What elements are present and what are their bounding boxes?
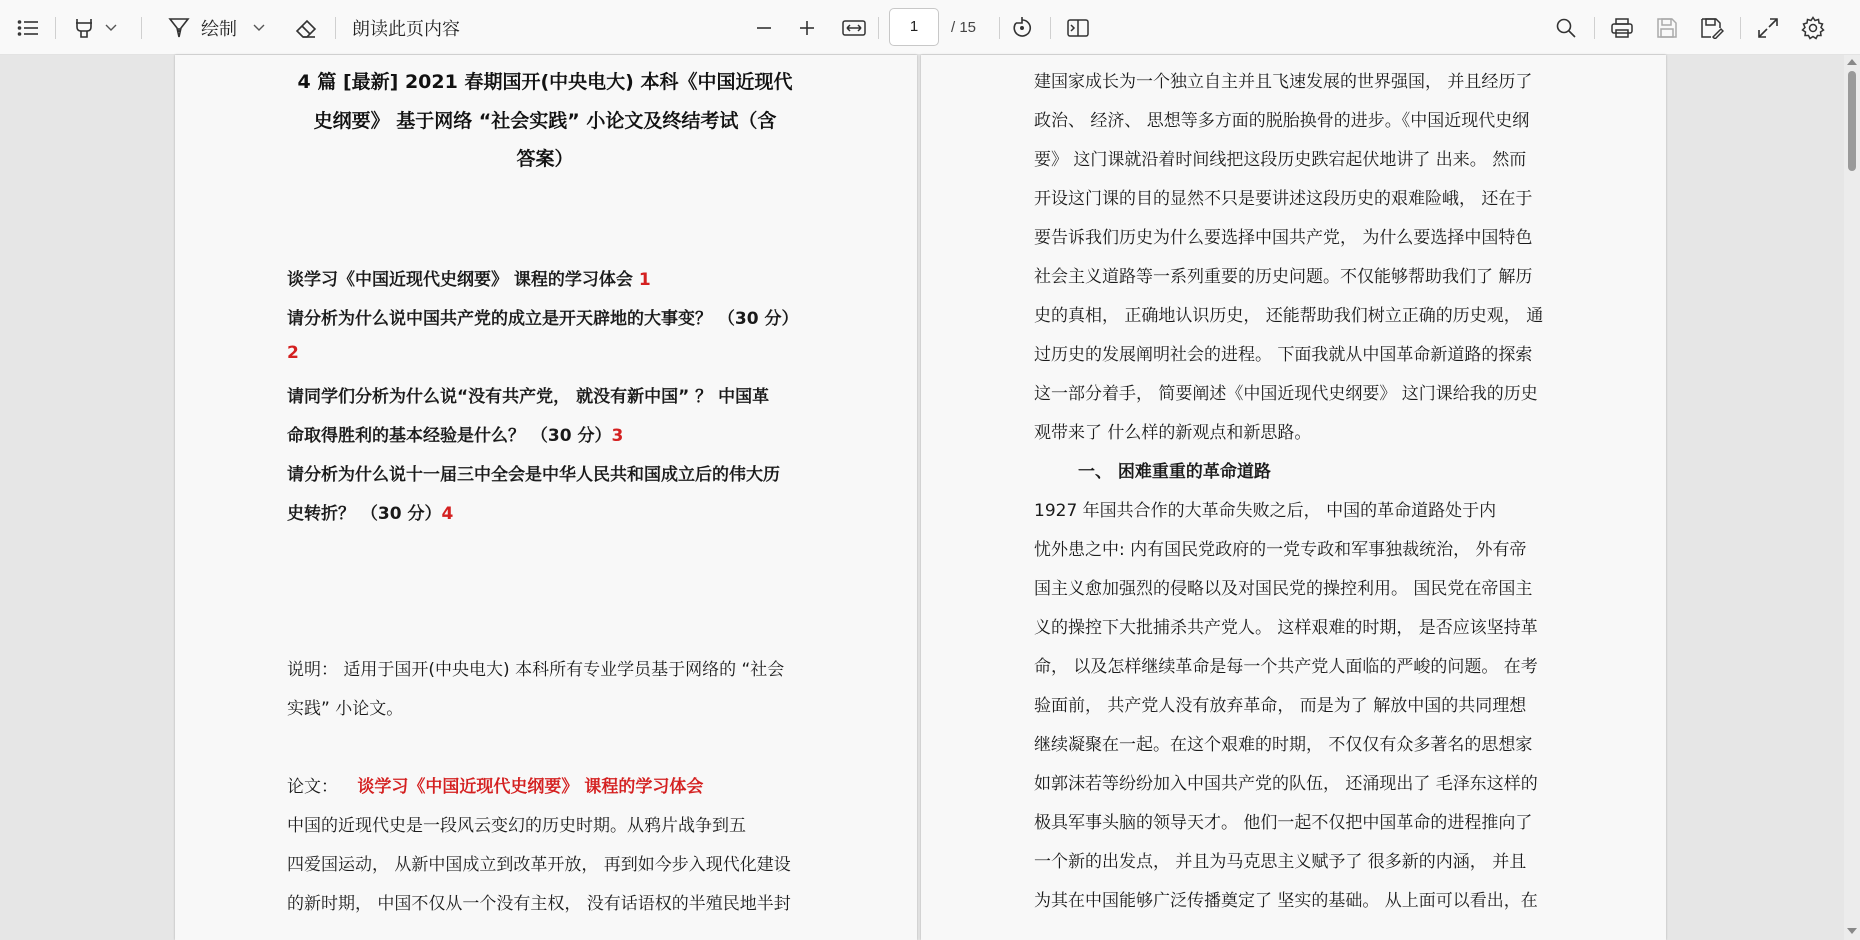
fit-width-button[interactable]: [838, 0, 870, 55]
fit-width-icon: [842, 19, 866, 37]
save-icon[interactable]: [1651, 0, 1683, 55]
body-line: 中国的近现代史是一段风云变幻的历史时期。从鸦片战争到五: [287, 816, 746, 836]
toc-entry[interactable]: [287, 499, 453, 524]
toolbar-divider: [335, 17, 336, 39]
body-line: 要》 这门课就沿着时间线把这段历史跌宕起伏地讲了 出来。 然而: [1034, 150, 1527, 170]
body-line: 的新时期， 中国不仅从一个没有主权， 没有话语权的半殖民地半封: [287, 894, 791, 914]
toolbar-divider: [141, 17, 142, 39]
toc-entry-text: 谈学习《中国近现代史纲要》 课程的学习体会: [287, 270, 639, 290]
body-line: 一个新的出发点， 并且为马克思主义赋予了 很多新的内涵， 并且: [1034, 852, 1527, 872]
pdf-page-2: [921, 55, 1666, 940]
essay-title: 谈学习《中国近现代史纲要》 课程的学习体会: [357, 777, 704, 797]
toc-page-number: 1: [638, 270, 651, 290]
toolbar-divider: [1050, 17, 1051, 39]
page-view-icon: [1066, 18, 1090, 38]
pdf-page-1: [175, 55, 917, 940]
body-line: 验面前， 共产党人没有放弃革命， 而是为了 解放中国的共同理想: [1034, 696, 1527, 716]
body-line: 命， 以及怎样继续革命是每一个共产党人面临的严峻的问题。 在考: [1034, 657, 1538, 677]
body-line: 忧外患之中: 内有国民党政府的一党专政和军事独裁统治， 外有帝: [1034, 540, 1527, 560]
body-line: 建国家成长为一个独立自主并且飞速发展的世界强国， 并且经历了: [1034, 72, 1533, 92]
highlighter-icon: [73, 17, 97, 39]
toc-entry-text: 请同学们分析为什么说“没有共产党， 就没有新中国” ？ 中国革: [287, 387, 770, 407]
eraser-icon[interactable]: [290, 0, 322, 55]
essay-label: 论文：: [287, 777, 338, 797]
vertical-scrollbar[interactable]: [1844, 55, 1860, 940]
minus-icon: [756, 20, 772, 36]
document-viewer[interactable]: [0, 55, 1860, 940]
document-title: [285, 63, 805, 179]
toolbar-divider: [878, 17, 879, 39]
toc-page-number: 2: [287, 343, 299, 363]
body-line: 政治、 经济、 思想等多方面的脱胎换骨的进步。《中国近现代史纲: [1034, 111, 1530, 131]
body-line: 国主义愈加强烈的侵略以及对国民党的操控利用。 国民党在帝国主: [1034, 579, 1533, 599]
toc-entry-text: 请分析为什么说十一届三中全会是中华人民共和国成立后的伟大历: [287, 465, 780, 485]
body-line: 如郭沫若等纷纷加入中国共产党的队伍， 还涌现出了 毛泽东这样的: [1034, 774, 1538, 794]
body-line: 1927 年国共合作的大革命失败之后， 中国的革命道路处于内: [1034, 501, 1497, 521]
zoom-in-button[interactable]: [791, 0, 823, 55]
toc-entry-text: 命取得胜利的基本经验是什么？ （30 分）: [287, 426, 612, 446]
toolbar-divider: [1740, 17, 1741, 39]
toc-entry[interactable]: [287, 382, 769, 407]
scroll-up-arrow-icon[interactable]: [1847, 59, 1857, 65]
section-heading: 一、 困难重重的革命道路: [1078, 462, 1271, 482]
toc-entry[interactable]: [287, 421, 623, 446]
toolbar-divider: [55, 17, 56, 39]
toolbar-divider: [1594, 17, 1595, 39]
title-line: 4 篇 [最新] 2021 春期国开(中央电大) 本科《中国近现代: [297, 71, 793, 93]
body-line: 义的操控下大批捕杀共产党人。 这样艰难的时期， 是否应该坚持革: [1034, 618, 1538, 638]
rotate-icon: [1011, 17, 1033, 39]
title-line: 答案）: [516, 148, 574, 170]
body-line: 社会主义道路等一系列重要的历史问题。不仅能够帮助我们了 解历: [1034, 267, 1533, 287]
pdf-toolbar: [0, 0, 1860, 55]
body-line: 开设这门课的目的显然不只是要讲述这段历史的艰难险峨， 还在于: [1034, 189, 1533, 209]
essay-heading: [287, 772, 703, 797]
list-icon[interactable]: [12, 0, 44, 55]
toc-entry-text: 请分析为什么说中国共产党的成立是开天辟地的大事变？ （30 分）: [287, 309, 799, 329]
toolbar-divider: [999, 17, 1000, 39]
gear-icon[interactable]: [1797, 0, 1829, 55]
note-line: 说明： 适用于国开(中央电大) 本科所有专业学员基于网络的 “社会: [287, 660, 785, 680]
body-line: 史的真相， 正确地认识历史， 还能帮助我们树立正确的历史观， 通: [1034, 306, 1544, 326]
scroll-down-arrow-icon[interactable]: [1847, 928, 1857, 934]
toc-entry[interactable]: [287, 343, 299, 363]
chevron-down-icon[interactable]: [105, 24, 117, 32]
scrollbar-thumb[interactable]: [1848, 71, 1856, 171]
body-line: 要告诉我们历史为什么要选择中国共产党， 为什么要选择中国特色: [1034, 228, 1533, 248]
body-line: 继续凝聚在一起。在这个艰难的时期， 不仅仅有众多著名的思想家: [1034, 735, 1533, 755]
toc-entry[interactable]: [287, 265, 651, 290]
body-line: 为其在中国能够广泛传播奠定了 坚实的基础。 从上面可以看出，在: [1034, 891, 1538, 911]
zoom-out-button[interactable]: [748, 0, 780, 55]
body-line: 观带来了 什么样的新观点和新思路。: [1034, 423, 1312, 443]
rotate-button[interactable]: [1006, 0, 1038, 55]
pen-icon: [167, 16, 191, 40]
highlight-button[interactable]: [66, 0, 124, 55]
plus-icon: [799, 20, 815, 36]
title-line: 史纲要》 基于网络 “社会实践” 小论文及终结考试（含: [313, 109, 777, 132]
toc-entry-text: 史转折？ （30 分）: [287, 504, 442, 524]
draw-label: 绘制: [201, 18, 237, 40]
page-total: / 15: [951, 19, 977, 36]
page-view-button[interactable]: [1062, 0, 1094, 55]
toc-page-number: 4: [441, 504, 454, 524]
print-icon[interactable]: [1606, 0, 1638, 55]
read-aloud-button[interactable]: [352, 0, 472, 55]
read-aloud-label: 朗读此页内容: [352, 18, 460, 40]
toc-entry[interactable]: [287, 304, 799, 329]
expand-icon[interactable]: [1752, 0, 1784, 55]
toc-page-number: 3: [611, 426, 624, 446]
body-line: 四爱国运动， 从新中国成立到改革开放， 再到如今步入现代化建设: [287, 855, 791, 875]
search-icon[interactable]: [1550, 0, 1582, 55]
body-line: 这一部分着手， 简要阐述《中国近现代史纲要》 这门课给我的历史: [1034, 384, 1538, 404]
body-line: 过历史的发展阐明社会的进程。 下面我就从中国革命新道路的探索: [1034, 345, 1533, 365]
page-number-input[interactable]: 1: [889, 8, 939, 46]
chevron-down-icon[interactable]: [253, 24, 265, 32]
toc-entry[interactable]: [287, 460, 780, 485]
note-line: 实践” 小论文。: [287, 699, 404, 719]
body-line: 极具军事头脑的领导天才。 他们一起不仅把中国革命的进程推向了: [1034, 813, 1533, 833]
draw-button[interactable]: [160, 0, 272, 55]
save-as-icon[interactable]: [1696, 0, 1728, 55]
